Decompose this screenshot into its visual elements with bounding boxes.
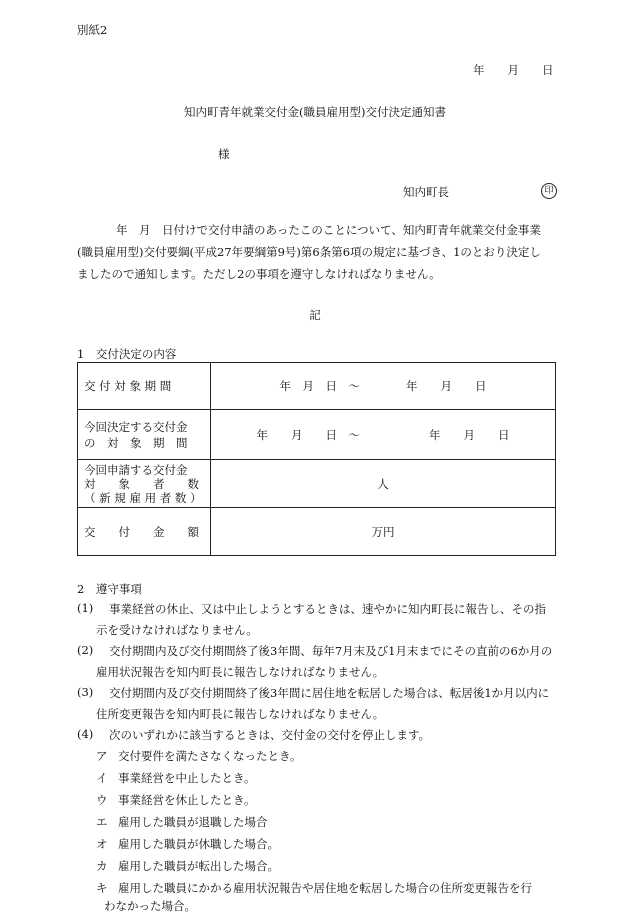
table-row <box>78 410 556 460</box>
label-line: （ 新 規 雇 用 者 数 ） <box>84 490 202 505</box>
decision-table <box>77 362 556 556</box>
addressee-suffix: 様 <box>218 147 230 161</box>
subitem-kana: カ <box>96 859 108 873</box>
item-text: 事業経営の休止、又は中止しようとするときは、速やかに知内町長に報告し、その指 <box>109 602 546 616</box>
subitem-kana: オ <box>96 837 108 851</box>
row-value: 万円 <box>211 508 556 556</box>
subitem-text: 雇用した職員が休職した場合。 <box>118 837 279 851</box>
table-row <box>78 508 556 556</box>
row-label <box>78 508 211 556</box>
ki-mark: 記 <box>309 308 321 322</box>
label-text: 交 付 対 象 期 間 <box>84 379 172 393</box>
item-text-cont: 住所変更報告を知内町長に報告しなければなりません。 <box>96 707 385 721</box>
subitem-kana: ア <box>96 749 108 763</box>
issuer-name: 知内町長 <box>403 185 449 199</box>
subitem-text: 交付要件を満たさなくなったとき。 <box>118 749 302 763</box>
label-line: 対 象 者 数 <box>84 476 199 491</box>
item-number: (2) <box>77 643 94 657</box>
subitem-kana: エ <box>96 815 108 829</box>
subitem-text: 雇用した職員にかかる雇用状況報告や居住地を転居した場合の住所変更報告を行 <box>118 881 532 895</box>
item-text-cont: 雇用状況報告を知内町長に報告しなければなりません。 <box>96 665 385 679</box>
subitem-text: 雇用した職員が転出した場合。 <box>118 859 279 873</box>
item-text: 交付期間内及び交付期間終了後3年間、毎年7月末及び1月末までにその直前の6か月の <box>109 644 553 658</box>
label-line: 今回申請する交付金 <box>84 462 188 477</box>
subitem-text: 雇用した職員が退職した場合 <box>118 815 268 829</box>
table-row <box>78 363 556 410</box>
intro-line-2: (職員雇用型)交付要綱(平成27年要綱第9号)第6条第6項の規定に基づき、1のとおり決定し <box>77 245 541 259</box>
subitem-text-cont: わなかった場合。 <box>104 899 196 913</box>
table-row <box>78 460 556 508</box>
item-number: (3) <box>77 685 94 699</box>
row-value: 年 月 日 ～ 年 月 日 <box>211 410 556 460</box>
row-label <box>78 410 211 460</box>
label-line: 今回決定する交付金 <box>84 419 188 434</box>
attachment-label: 別紙2 <box>77 23 108 37</box>
item-text: 次のいずれかに該当するときは、交付金の交付を停止します。 <box>109 728 431 742</box>
item-number: (1) <box>77 601 94 615</box>
row-value: 人 <box>211 460 556 508</box>
subitem-text: 事業経営を中止したとき。 <box>118 771 256 785</box>
section1-heading: 1 交付決定の内容 <box>77 347 177 361</box>
subitem-kana: ウ <box>96 793 108 807</box>
item-text-cont: 示を受けなければなりません。 <box>96 623 258 637</box>
row-label <box>78 460 211 508</box>
document-title: 知内町青年就業交付金(職員雇用型)交付決定通知書 <box>184 105 446 119</box>
item-number: (4) <box>77 727 94 741</box>
row-label <box>78 363 211 410</box>
label-line: の 対 象 期 間 <box>84 435 188 450</box>
intro-line-1: 年 月 日付けで交付申請のあったこのことについて、知内町青年就業交付金事業 <box>116 223 541 237</box>
subitem-text: 事業経営を休止したとき。 <box>118 793 256 807</box>
subitem-kana: イ <box>96 771 108 785</box>
subitem-kana: キ <box>96 881 108 895</box>
seal-mark: 印 <box>541 183 557 199</box>
intro-line-3: ましたので通知します。ただし2の事項を遵守しなければなりません。 <box>77 267 441 281</box>
date-line: 年 月 日 <box>473 63 554 77</box>
label-text: 交 付 金 額 <box>84 524 199 539</box>
section2-heading: 2 遵守事項 <box>77 582 142 596</box>
item-text: 交付期間内及び交付期間終了後3年間に居住地を転居した場合は、転居後1か月以内に <box>109 686 550 700</box>
row-value: 年 月 日 ～ 年 月 日 <box>211 363 556 410</box>
